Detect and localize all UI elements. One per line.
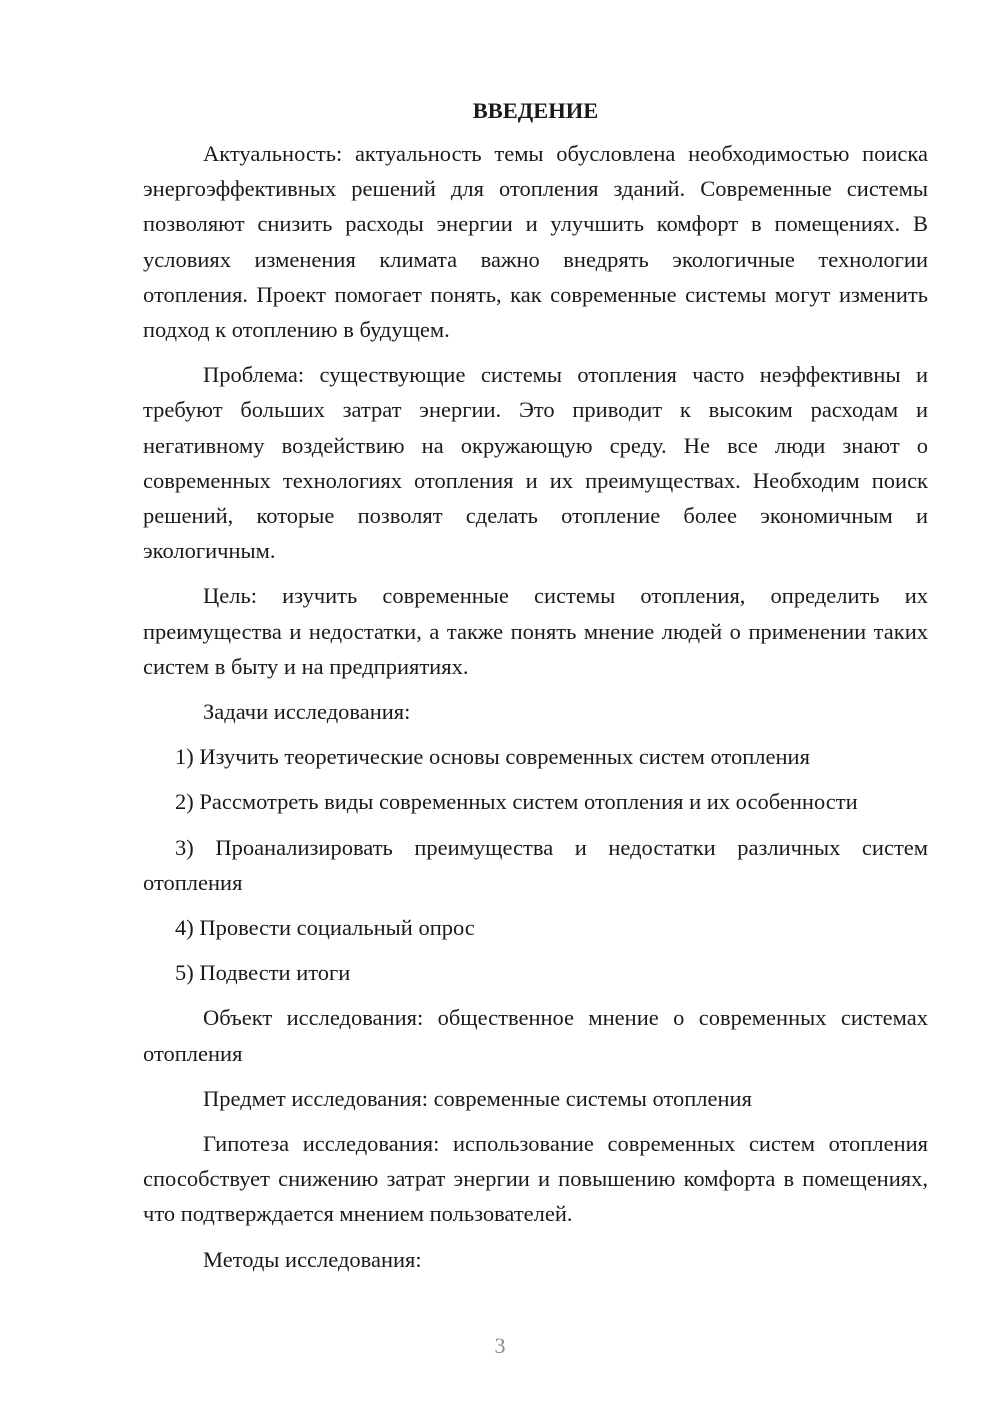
task-item-4: 4) Провести социальный опрос: [175, 915, 475, 941]
paragraph-hypothesis: Гипотеза исследования: использование современных систем отопления способствует снижению затрат энергии и повышению комфорта в помещениях, что подтверждается мнением пользователей.: [143, 1131, 928, 1227]
paragraph-methods: Методы исследования:: [203, 1246, 422, 1272]
paragraph-object: Объект исследования: общественное мнение о современных системах отопления: [143, 1005, 928, 1066]
paragraph-relevance: Актуальность: актуальность темы обусловлена необходимостью поиска энергоэффективных решений для отопления зданий. Современные системы позволяют снизить расходы энергии и улучшить комфорт в помещениях. В условиях изменения климата важно внедрять экологичные технологии отопления. Проект помогает понять, как современные системы могут изменить подход к отоплению в будущем.: [143, 141, 928, 343]
paragraph-tasks-heading: Задачи исследования:: [203, 699, 411, 725]
task-item-2: 2) Рассмотреть виды современных систем отопления и их особенности: [175, 789, 858, 815]
task-item-3: 3) Проанализировать преимущества и недостатки различных систем отопления: [143, 834, 928, 895]
paragraph-subject: Предмет исследования: современные системы отопления: [203, 1085, 752, 1111]
page-title: ВВЕДЕНИЕ: [472, 98, 599, 123]
paragraph-goal: Цель: изучить современные системы отопления, определить их преимущества и недостатки, а также понять мнение людей о применении таких систем в быту и на предприятиях.: [143, 583, 928, 679]
page-number: 3: [494, 1333, 506, 1358]
task-item-1: 1) Изучить теоретические основы современных систем отопления: [175, 744, 810, 770]
task-item-5: 5) Подвести итоги: [175, 960, 351, 986]
paragraph-problem: Проблема: существующие системы отопления часто неэффективны и требуют больших затрат энергии. Это приводит к высоким расходам и негативному воздействию на окружающую среду. Не все люди знают о современных технологиях отопления и их преимуществах. Необходим поиск решений, которые позволят сделать отопление более экономичным и экологичным.: [143, 362, 928, 564]
document-page: [143, 96, 928, 1287]
